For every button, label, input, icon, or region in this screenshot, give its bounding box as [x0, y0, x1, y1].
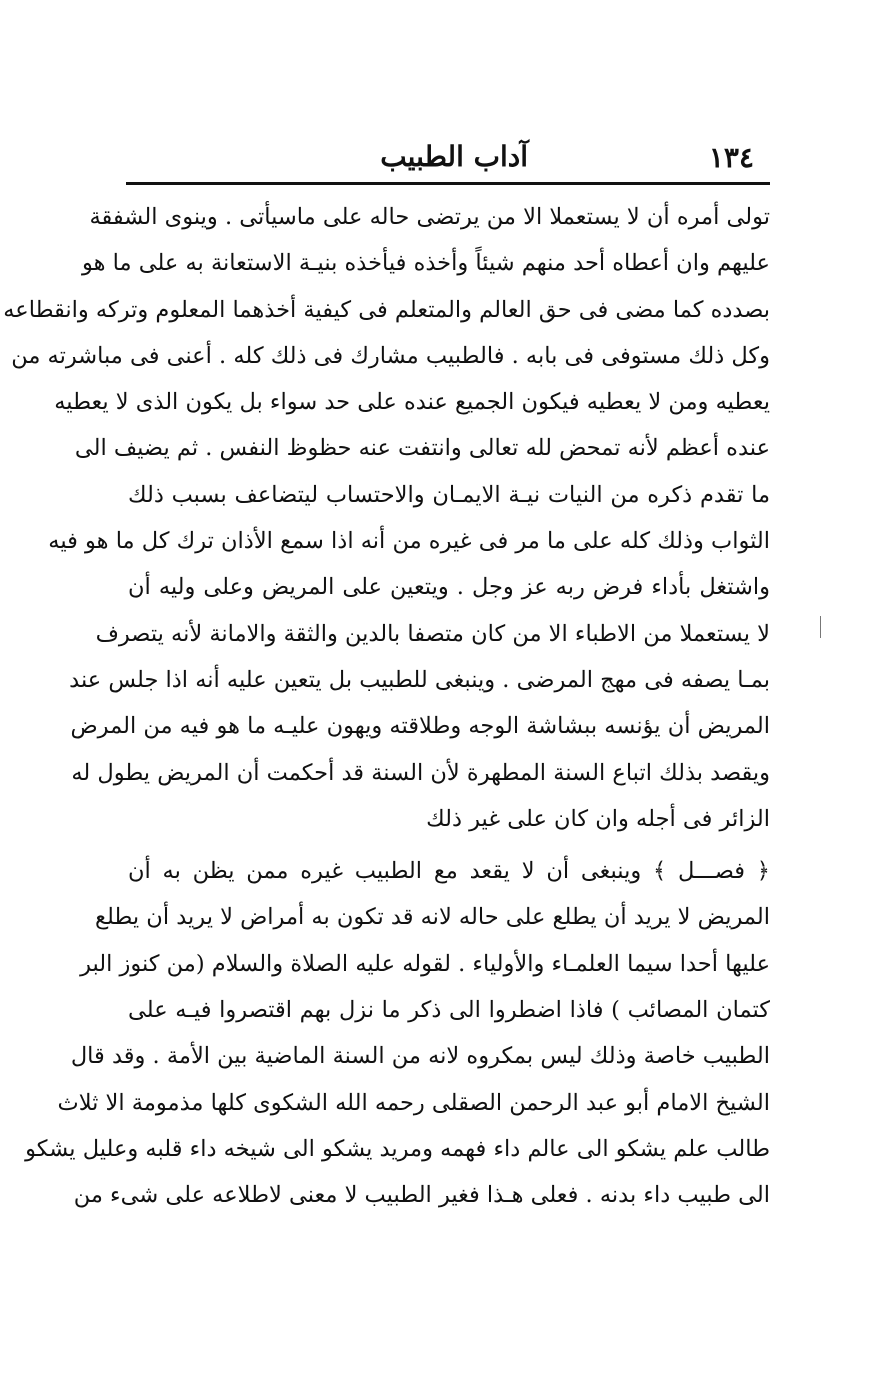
text-line: الشيخ الامام أبو عبد الرحمن الصقلى رحمه الله الشكوى كلها مذمومة الا ثلاث — [57, 1089, 770, 1116]
text-line: بصدده كما مضى فى حق العالم والمتعلم فى كيفية أخذهما المعلوم وتركه وانقطاعه — [3, 296, 770, 323]
text-line: كتمان المصائب ) فاذا اضطروا الى ذكر ما نزل بهم اقتصروا فيـه على — [128, 997, 770, 1024]
text-line: بمـا يصفه فى مهج المرضى . وينبغى للطبيب بل يتعين عليه أنه اذا جلس عند — [69, 666, 770, 693]
text-line: طالب علم يشكو الى عالم داء فهمه ومريد يشكو الى شيخه داء قلبه وعليل يشكو — [25, 1135, 770, 1162]
text-line: ويقصد بذلك اتباع السنة المطهرة لأن السنة قد أحكمت أن المريض يطول له — [71, 759, 770, 786]
text-line: عنده أعظم لأنه تمحض لله تعالى وانتفت عنه حظوظ النفس . ثم يضيف الى — [74, 435, 770, 462]
text-line: الطبيب خاصة وذلك ليس بمكروه لانه من السنة الماضية بين الأمة . وقد قال — [70, 1043, 770, 1070]
text-line: عليها أحدا سيما العلمـاء والأولياء . لقوله عليه الصلاة والسلام (من كنوز البر — [80, 950, 770, 977]
paragraph-end-line: الزائر فى أجله وان كان على غير ذلك — [426, 805, 770, 832]
text-line: واشتغل بأداء فرض ربه عز وجل . ويتعين على المريض وعلى وليه أن — [128, 574, 770, 601]
scan-mark — [820, 616, 821, 638]
page-number: ١٣٤ — [708, 141, 754, 174]
text-line: وكل ذلك مستوفى فى بابه . فالطبيب مشارك فى ذلك كله . أعنى فى مباشرته من — [11, 342, 770, 369]
section-heading-line: ﴿ فصـــل ﴾ وينبغى أن لا يقعد مع الطبيب غيره ممن يظن به أن — [128, 858, 770, 885]
text-line: ما تقدم ذكره من النيات نيـة الايمـان والاحتساب ليتضاعف بسبب ذلك — [128, 481, 770, 508]
text-line: المريض لا يريد أن يطلع على حاله لانه قد تكون به أمراض لا يريد أن يطلع — [95, 904, 770, 931]
text-line: عليهم وان أعطاه أحد منهم شيئاً وأخذه فيأخذه بنيـة الاستعانة به على ما هو — [82, 250, 770, 277]
text-line: الثواب وذلك كله على ما مر فى غيره من أنه اذا سمع الأذان ترك كل ما هو فيه — [48, 528, 770, 555]
header-rule — [126, 182, 770, 185]
text-line: يعطيه ومن لا يعطيه فيكون الجميع عنده على حد سواء بل يكون الذى لا يعطيه — [54, 389, 770, 416]
text-line: المريض أن يؤنسه ببشاشة الوجه وطلاقته ويهون عليـه ما هو فيه من المرض — [70, 713, 770, 740]
page-header — [128, 138, 768, 180]
text-line: تولى أمره أن لا يستعملا الا من يرتضى حاله على ماسيأتى . وينوى الشفقة — [89, 204, 770, 230]
text-line: لا يستعملا من الاطباء الا من كان متصفا بالدين والثقة والامانة لأنه يتصرف — [95, 620, 770, 647]
body-text — [3, 194, 770, 1219]
running-title: آداب الطبيب — [380, 140, 528, 173]
text-line: الى طبيب داء بدنه . فعلى هـذا فغير الطبيب لا معنى لاطلاعه على شىء من — [73, 1182, 770, 1209]
